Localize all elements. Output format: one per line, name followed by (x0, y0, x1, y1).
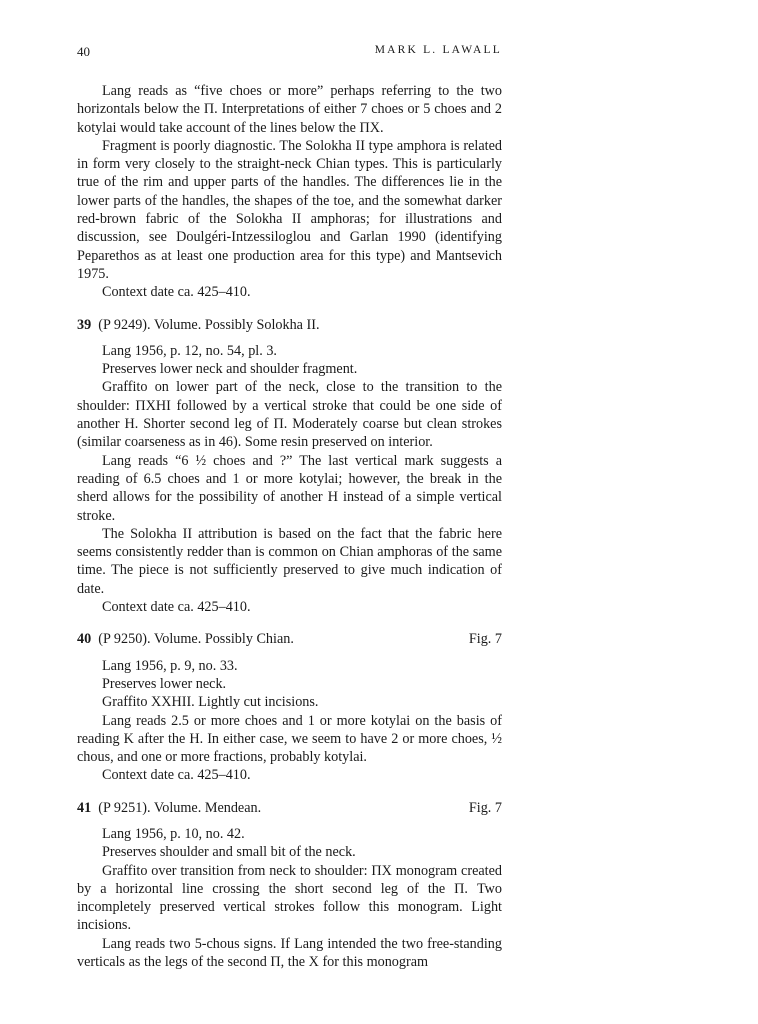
entry-number: 41 (77, 799, 92, 816)
entry-number: 40 (77, 631, 92, 648)
paragraph: Context date ca. 425–410. (102, 599, 251, 616)
paragraph: Preserves lower neck and shoulder fragment. (102, 361, 358, 378)
paragraph: Lang reads as “five choes or more” perhaps referring to the two horizontals below the Π. Interpretations of either 7 choes or 5 choes and 2 kotylai would take account of the lines below the ΠΧ. (77, 83, 502, 136)
catalog-entry-heading (77, 799, 502, 817)
paragraph: Lang reads two 5-chous signs. If Lang intended the two free-standing verticals as the legs of the second Π, the Χ for this monogram (77, 935, 502, 971)
paragraph: Lang reads 2.5 or more choes and 1 or more kotylai on the basis of reading Κ after the Η. In either case, we seem to have 2 or more choes, ½ chous, and one or more fractions, probably kotylai. (77, 712, 502, 766)
page-header (77, 38, 502, 58)
paragraph: Preserves shoulder and small bit of the neck. (102, 844, 356, 861)
catalog-entry-heading (77, 316, 502, 334)
catalog-entry-heading (77, 630, 502, 648)
running-head: MARK L. LAWALL (374, 44, 502, 56)
page-number: 40 (77, 44, 90, 59)
entry-title: (P 9249). Volume. Possibly Solokha II. (98, 316, 320, 333)
figure-reference: Fig. 7 (468, 799, 502, 816)
paragraph: Graffito ΧΧΗΙΙ. Lightly cut incisions. (102, 694, 319, 711)
paragraph: Lang 1956, p. 12, no. 54, pl. 3. (102, 342, 277, 359)
paragraph: Lang 1956, p. 9, no. 33. (102, 657, 238, 674)
entry-title: (P 9250). Volume. Possibly Chian. (98, 631, 294, 648)
paragraph: Context date ca. 425–410. (102, 284, 251, 301)
entry-title: (P 9251). Volume. Mendean. (98, 799, 262, 816)
paragraph: Lang 1956, p. 10, no. 42. (102, 825, 245, 842)
paragraph: Graffito on lower part of the neck, close to the transition to the shoulder: ΠΧΗΙ followed by a vertical stroke that could be one side of another Η. Shorter second leg of Π. Moderately coarse but clean strokes (similar coarseness as in 46). Some resin preserved on interior. (77, 379, 502, 451)
paragraph: Fragment is poorly diagnostic. The Solokha II type amphora is related in form very closely to the straight-neck Chian types. This is particularly true of the rim and upper parts of the handles. The differences lie in the lower parts of the handles, the shapes of the toe, and the somewhat darker red-brown fabric of the Solokha II amphoras; for illustrations and discussion, see Doulgéri-Intzessiloglou and Garlan 1990 (identifying Peparethos as at least one production area for this type) and Mantsevich 1975. (77, 137, 502, 282)
paragraph: Graffito over transition from neck to shoulder: ΠΧ monogram created by a horizontal line crossing the short second leg of the Π. Two incompletely preserved vertical strokes follow this monogram. Light incisions. (77, 862, 502, 934)
paragraph: The Solokha II attribution is based on the fact that the fabric here seems consistently redder than is common on Chian amphoras of the same time. The piece is not sufficiently preserved to give much indication of date. (77, 525, 502, 597)
entry-number: 39 (77, 316, 92, 333)
paragraph: Lang reads “6 ½ choes and ?” The last vertical mark suggests a reading of 6.5 choes and 1 or more kotylai; however, the break in the sherd allows for the possibility of another Η instead of a simple vertical stroke. (77, 452, 502, 524)
paragraph: Context date ca. 425–410. (102, 767, 251, 784)
paragraph: Preserves lower neck. (102, 675, 227, 692)
figure-reference: Fig. 7 (468, 631, 502, 648)
page (77, 38, 502, 971)
body-text (77, 82, 502, 971)
